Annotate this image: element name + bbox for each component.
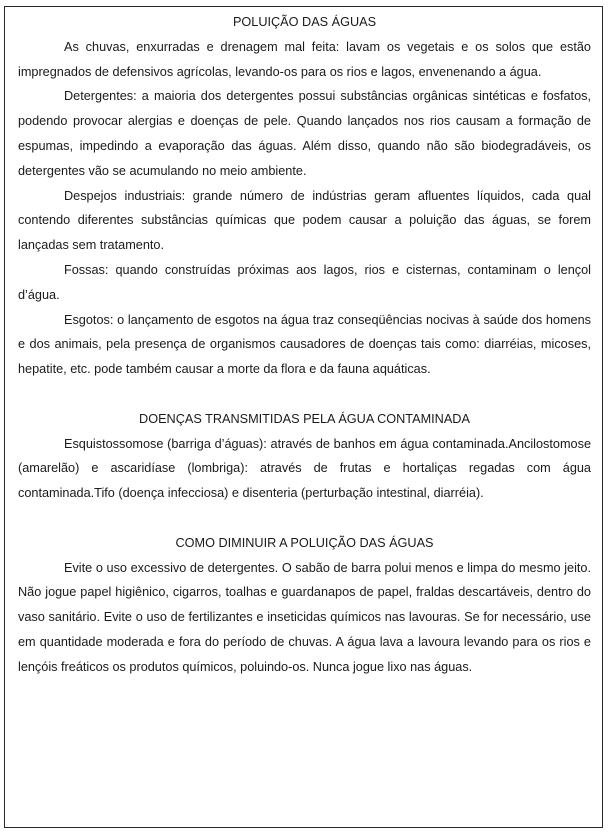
paragraph-esgotos: Esgotos: o lançamento de esgotos na água traz conseqüências nocivas à saúde dos homens e dos animais, pela presença de organismos causadores de doenças tais como: diarréias, micoses, hepatite, etc. pode também causar a morte da flora e da fauna aquáticas.	[18, 312, 591, 377]
paragraph-doencas: Esquistossomose (barriga d’águas): através de banhos em água contaminada.Ancilostomose (amarelão) e ascaridíase (lombriga): através de frutas e hortaliças regadas com água contaminada.Tifo (doença infecciosa) e disenteria (perturbação intestinal, diarréia).	[18, 436, 591, 501]
document-frame	[4, 6, 603, 828]
paragraph-despejos-industriais: Despejos industriais: grande número de indústrias geram afluentes líquidos, cada qual contendo diferentes substâncias químicas que podem causar a poluição das águas, se forem lançadas sem tratamento.	[18, 188, 591, 253]
section-title-doencas: DOENÇAS TRANSMITIDAS PELA ÁGUA CONTAMINADA	[139, 411, 470, 426]
section-title-como-diminuir: COMO DIMINUIR A POLUIÇÃO DAS ÁGUAS	[175, 535, 434, 550]
paragraph-como-diminuir: Evite o uso excessivo de detergentes. O sabão de barra polui menos e limpa do mesmo jeito. Não jogue papel higiênico, cigarros, toalhas e guardanapos de papel, fraldas descartáveis, dentro do vaso sanitário. Evite o uso de fertilizantes e inseticidas químicos nas lavouras. Se for necessário, use em quantidade moderada e fora do período de chuvas. A água lava a lavoura levando para os rios e lençóis freáticos os produtos químicos, poluindo-os. Nunca jogue lixo nas águas.	[18, 560, 591, 674]
section-spacer	[18, 506, 591, 531]
paragraph-detergentes: Detergentes: a maioria dos detergentes possui substâncias orgânicas sintéticas e fosfatos, podendo provocar alergias e doenças de pele. Quando lançados nos rios causam a formação de espumas, impedindo a evaporação das águas. Além disso, quando não são biodegradáveis, os detergentes vão se acumulando no meio ambiente.	[18, 89, 591, 178]
section-spacer	[18, 382, 591, 407]
paragraph-fossas: Fossas: quando construídas próximas aos lagos, rios e cisternas, contaminam o lençol d’água.	[18, 262, 591, 302]
section-title-poluicao: POLUIÇÃO DAS ÁGUAS	[232, 15, 377, 29]
paragraph-chuvas: As chuvas, enxurradas e drenagem mal feita: lavam os vegetais e os solos que estão impregnados de defensivos agrícolas, levando-os para os rios e lagos, envenenando a água.	[18, 39, 591, 79]
